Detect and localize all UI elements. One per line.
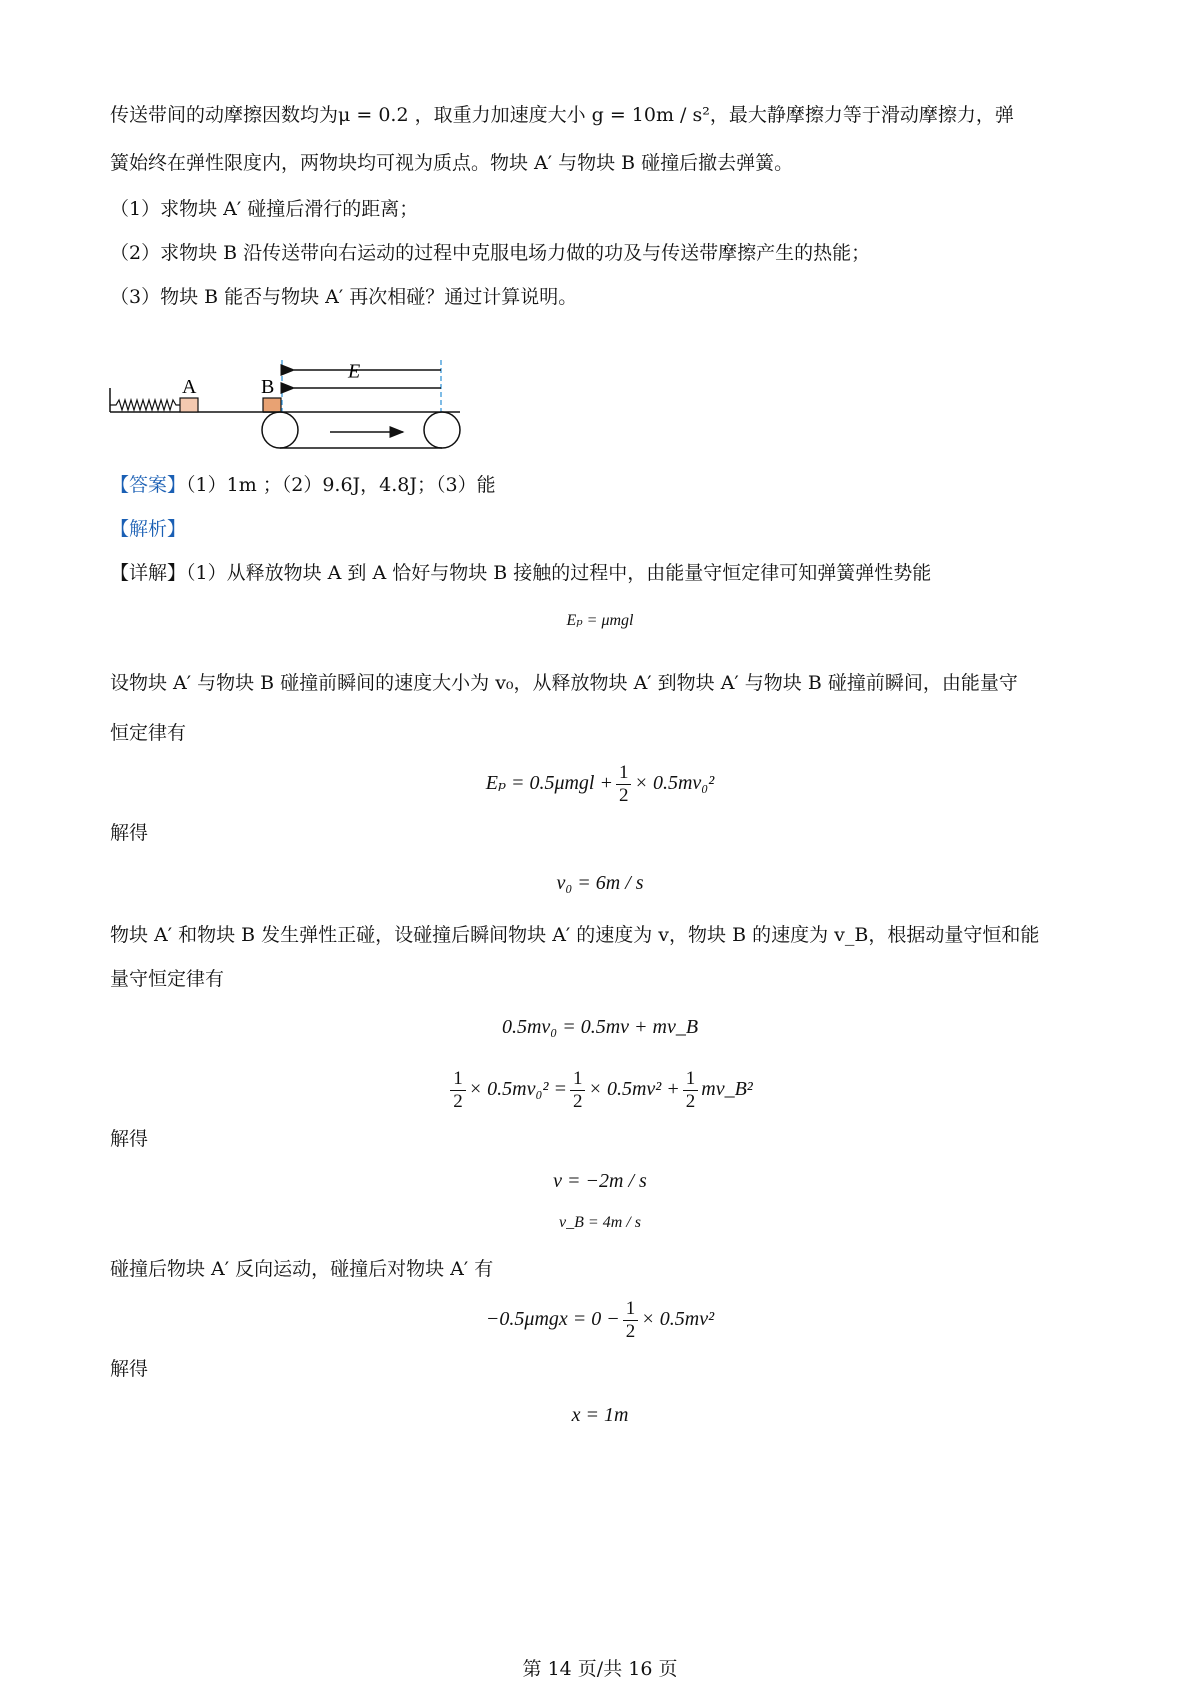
- solve-label-1: 解得: [110, 822, 149, 844]
- detail-tag: 【详解】: [110, 562, 187, 584]
- question-1: （1）求物块 A′ 碰撞后滑行的距离；: [110, 198, 419, 220]
- equation-6: v = −2m / s: [553, 1170, 647, 1192]
- eq8-right: × 0.5mv²: [641, 1308, 715, 1331]
- eq5-part1: × 0.5mv₀² =: [468, 1078, 567, 1101]
- equation-9: x = 1m: [571, 1404, 629, 1426]
- label-e: E: [348, 360, 361, 383]
- eq5-part3: mv_B²: [701, 1078, 753, 1101]
- paragraph-3-line-2: 量守恒定律有: [110, 968, 225, 990]
- answer-line: [110, 472, 496, 498]
- page-footer: 第 14 页/共 16 页: [522, 1658, 678, 1680]
- eq5-part2: × 0.5mv² +: [588, 1078, 680, 1101]
- paragraph-2-line-2: 恒定律有: [110, 722, 187, 744]
- answer-tag: 【答案】: [110, 474, 187, 496]
- label-b: B: [261, 376, 275, 398]
- pulley-left: [262, 412, 298, 448]
- answer-text: （1）1m ；（2）9.6J，4.8J；（3）能: [186, 474, 496, 496]
- physics-diagram: [108, 360, 478, 465]
- question-3: （3）物块 B 能否与物块 A′ 再次相碰？通过计算说明。: [110, 286, 578, 308]
- spring-icon: [110, 400, 180, 410]
- equation-5: $\frac{1}{2}$ × 0.5mv₀² = $\frac{1}{2}$ × 0.5mv² + $\frac{1}{2}$ mv_B²: [0, 1068, 1200, 1113]
- pulley-right: [424, 412, 460, 448]
- solve-label-3: 解得: [110, 1358, 149, 1380]
- eq2-fraction: [616, 762, 632, 807]
- equation-2: [0, 762, 1200, 807]
- paragraph-4: 碰撞后物块 A′ 反向运动，碰撞后对物块 A′ 有: [110, 1258, 494, 1280]
- paragraph-2-line-1: 设物块 A′ 与物块 B 碰撞前瞬间的速度大小为 v₀，从释放物块 A′ 到物块 A′ 与物块 B 碰撞前瞬间，由能量守: [110, 672, 1018, 694]
- detail-line: [110, 560, 931, 586]
- eq8-fraction: $\frac{1}{2}$: [623, 1298, 639, 1343]
- problem-line-2: 簧始终在弹性限度内，两物块均可视为质点。物块 A′ 与物块 B 碰撞后撤去弹簧。: [110, 152, 794, 174]
- equation-3: v₀ = 6m / s: [556, 872, 644, 894]
- block-b: [263, 398, 281, 412]
- solve-label-2: 解得: [110, 1128, 149, 1150]
- eq2-den: 2: [618, 785, 629, 806]
- block-a: [180, 398, 198, 412]
- equation-1: Eₚ = μmgl: [566, 612, 634, 629]
- eq2-right: × 0.5mv₀²: [634, 772, 715, 795]
- equation-4: 0.5mv₀ = 0.5mv + mv_B: [501, 1016, 699, 1038]
- detail-text: （1）从释放物块 A 到 A 恰好与物块 B 接触的过程中，由能量守恒定律可知弹簧弹性势能: [186, 562, 932, 584]
- equation-7: v_B = 4m / s: [559, 1214, 641, 1231]
- eq2-left: Eₚ = 0.5μmgl +: [485, 772, 613, 795]
- problem-line-1: 传送带间的动摩擦因数均为μ = 0.2 ，取重力加速度大小 g = 10m / s²，最大静摩擦力等于滑动摩擦力，弹: [110, 104, 1014, 126]
- paragraph-3-line-1: 物块 A′ 和物块 B 发生弹性正碰，设碰撞后瞬间物块 A′ 的速度为 v，物块 B 的速度为 v_B，根据动量守恒和能: [110, 924, 1040, 946]
- eq2-num: 1: [616, 762, 632, 785]
- label-a: A: [182, 376, 197, 398]
- question-2: （2）求物块 B 沿传送带向右运动的过程中克服电场力做的功及与传送带摩擦产生的热能；: [110, 242, 871, 264]
- eq8-left: −0.5μmgx = 0 −: [485, 1308, 620, 1331]
- equation-8: [0, 1298, 1200, 1343]
- analysis-tag: 【解析】: [110, 518, 187, 540]
